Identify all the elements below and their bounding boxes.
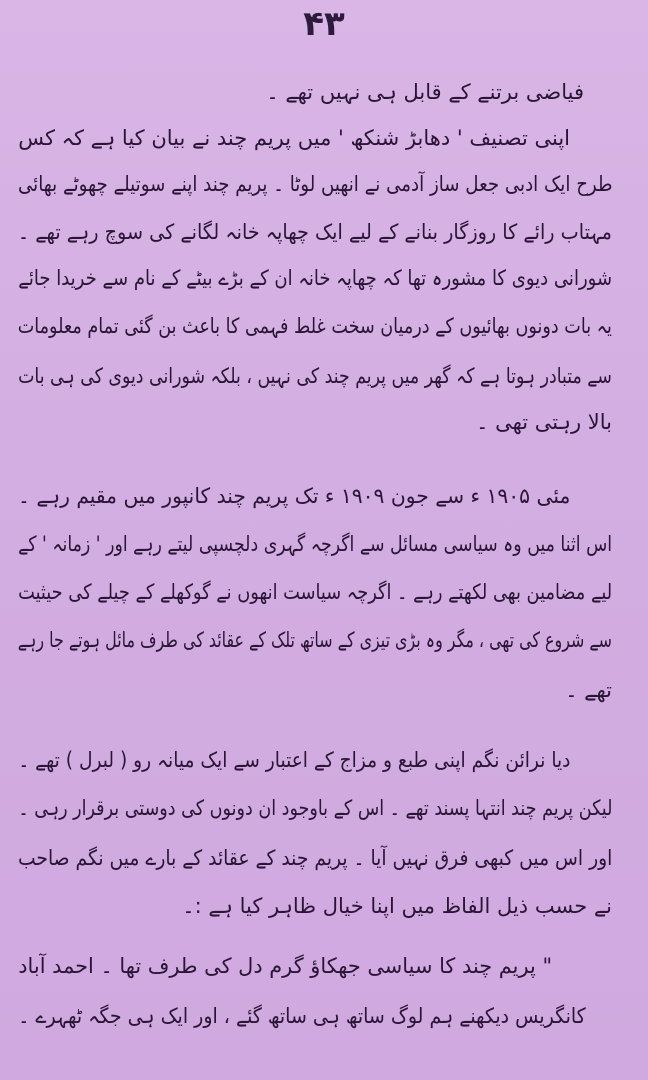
text-line-16: اور اس میں کبھی فرق نہیں آیا ۔ پریم چند کے عقائد کے بارے میں نگم صاحب [17,846,612,870]
text-line-1: فیاضی برتنے کے قابل ہی نہیں تھے ۔ [266,80,584,104]
text-line-9: مئی ۱۹۰۵ ء سے جون ۱۹۰۹ ء تک پریم چند کانپور میں مقیم رہے ۔ [17,484,570,508]
text-line-6: یہ بات دونوں بھائیوں کے درمیان سخت غلط فہمی کا باعث بن گئی تمام معلومات [17,314,612,338]
text-line-3: طرح ایک ادبی جعل ساز آدمی نے انھیں لوٹا ۔ پریم چند اپنے سوتیلے چھوٹے بھائی [17,172,612,196]
text-line-14: دیا نرائن نگم اپنی طبع و مزاج کے اعتبار سے ایک میانہ رو ( لبرل ) تھے ۔ [17,748,570,772]
text-line-8: بالا رہتی تھی ۔ [476,410,612,434]
text-line-10: اس اثنا میں وہ سیاسی مسائل سے اگرچہ گہری دلچسپی لیتے رہے اور ' زمانہ ' کے [18,532,612,556]
text-line-7: سے متبادر ہوتا ہے کہ گھر میں پریم چند کی نہیں ، بلکہ شورانی دیوی کی ہی بات [18,364,612,388]
text-line-5: شورانی دیوی کا مشورہ تھا کہ چھاپہ خانہ ان کے بڑے بیٹے کے نام سے خریدا جائے [18,266,612,290]
text-line-4: مہتاب رائے کا روزگار بنانے کے لیے ایک چھاپہ خانہ لگانے کی سوچ رہے تھے ۔ [18,220,612,244]
text-line-15: لیکن پریم چند انتہا پسند تھے ۔ اس کے باوجود ان دونوں کی دوستی برقرار رہی ۔ [17,796,612,820]
text-line-2: اپنی تصنیف ' دھابڑ شنکھ ' میں پریم چند نے بیان کیا ہے کہ کس [18,126,570,150]
text-line-17: نے حسب ذیل الفاظ میں اپنا خیال ظاہر کیا ہے :۔ [182,894,612,918]
quote-line-1: " پریم چند کا سیاسی جھکاؤ گرم دل کی طرف تھا ۔ احمد آباد [18,954,552,978]
text-line-13: تھے ۔ [565,678,612,702]
text-line-12: سے شروع کی تھی ، مگر وہ بڑی تیزی کے ساتھ تلک کے عقائد کی طرف مائل ہوتے جا رہے [17,628,612,652]
page-number: ۴۳ [303,4,345,44]
text-line-11: لیے مضامین بھی لکھتے رہے ۔ اگرچہ سیاست انھوں نے گوکھلے کے چیلے کی حیثیت [17,580,612,604]
quote-line-2: کانگریس دیکھنے ہم لوگ ساتھ ہی ساتھ گئے ، اور ایک ہی جگہ ٹھہرے ۔ [18,1004,586,1028]
